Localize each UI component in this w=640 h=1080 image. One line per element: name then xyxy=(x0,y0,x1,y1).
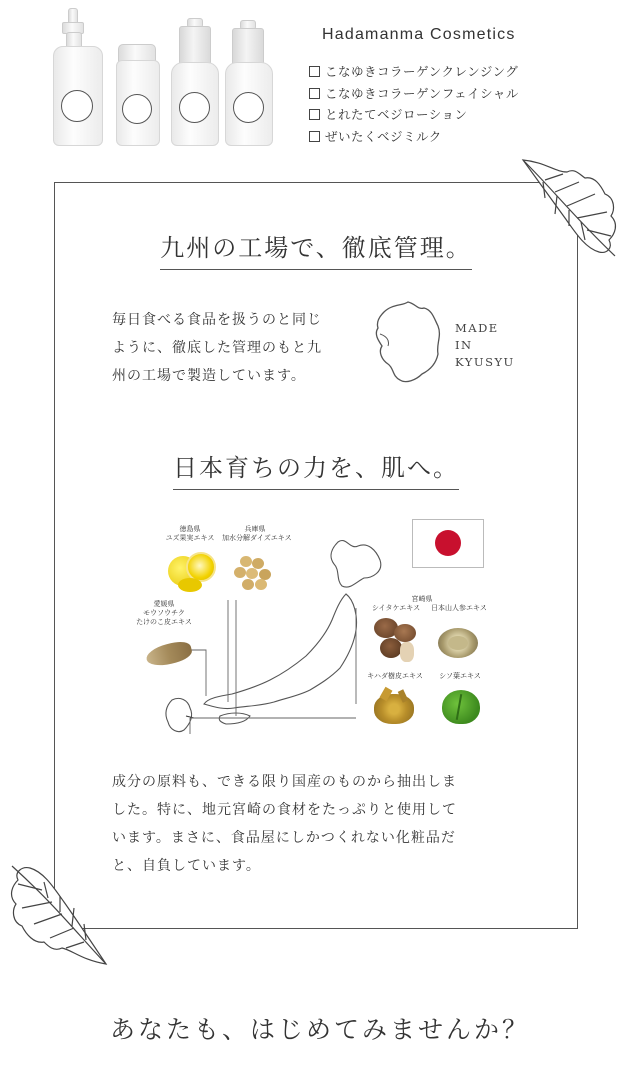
brand-name: Hadamanma Cosmetics xyxy=(322,26,516,43)
ginseng-image xyxy=(436,622,482,662)
checkbox-icon xyxy=(309,109,320,120)
ingredients-description: 成分の原料も、できる限り国産のものから抽出しま した。特に、地元宮崎の食材をたっぷりと使用して います。まさに、食品屋にしかつくれない化粧品だ と、自負しています。 xyxy=(112,774,457,874)
ingredient-label-yuzu: 徳島県 ユズ果実エキス xyxy=(165,525,215,542)
list-item: こなゆきコラーゲンフェイシャル xyxy=(309,83,519,105)
japan-flag-icon xyxy=(412,519,484,568)
yuzu-image xyxy=(168,552,212,592)
shiitake-image xyxy=(370,616,422,664)
product-list xyxy=(309,61,519,147)
section-title-japan: 日本育ちの力を、肌へ。 xyxy=(173,454,459,490)
kyushu-map-icon xyxy=(372,300,448,388)
call-to-action-heading: あなたも、はじめてみませんか？ xyxy=(109,1015,530,1044)
checkbox-icon xyxy=(309,66,320,77)
logo-seal-icon xyxy=(233,92,264,123)
ingredient-label-ginseng: 日本山人参エキス xyxy=(431,604,487,612)
leaf-icon xyxy=(6,862,116,972)
logo-seal-icon xyxy=(179,92,210,123)
factory-description: 毎日食べる食品を扱うのと同じ ように、徹底した管理のもと九 州の工場で製造しています。 xyxy=(112,312,322,384)
list-item: ぜいたくベジミルク xyxy=(309,126,519,148)
ingredient-label-shiitake: シイタケエキス xyxy=(371,604,421,612)
logo-seal-icon xyxy=(122,94,152,124)
checkbox-icon xyxy=(309,131,320,142)
made-in-kyusyu-badge: MADE IN KYUSYU xyxy=(455,321,515,369)
kihada-bark-image xyxy=(372,686,418,728)
prefecture-label-miyazaki: 宮崎県 xyxy=(411,595,433,603)
ingredient-label-kihada: キハダ樹皮エキス xyxy=(367,672,423,680)
section-title-factory: 九州の工場で、徹底管理。 xyxy=(160,234,472,270)
bamboo-shoot-image xyxy=(146,640,194,668)
list-item: とれたてベジローション xyxy=(309,104,519,126)
ingredient-label-soy: 兵庫県 加水分解ダイズエキス xyxy=(222,525,292,542)
ingredient-label-bamboo: 愛媛県 モウソウチク たけのこ皮エキス xyxy=(136,600,192,626)
shiso-leaf-image xyxy=(438,686,486,728)
soybean-image xyxy=(234,554,276,590)
logo-seal-icon xyxy=(61,90,93,122)
ingredient-label-shiso: シソ葉エキス xyxy=(439,672,481,680)
list-item: こなゆきコラーゲンクレンジング xyxy=(309,61,519,83)
checkbox-icon xyxy=(309,88,320,99)
product-photo xyxy=(50,8,280,146)
